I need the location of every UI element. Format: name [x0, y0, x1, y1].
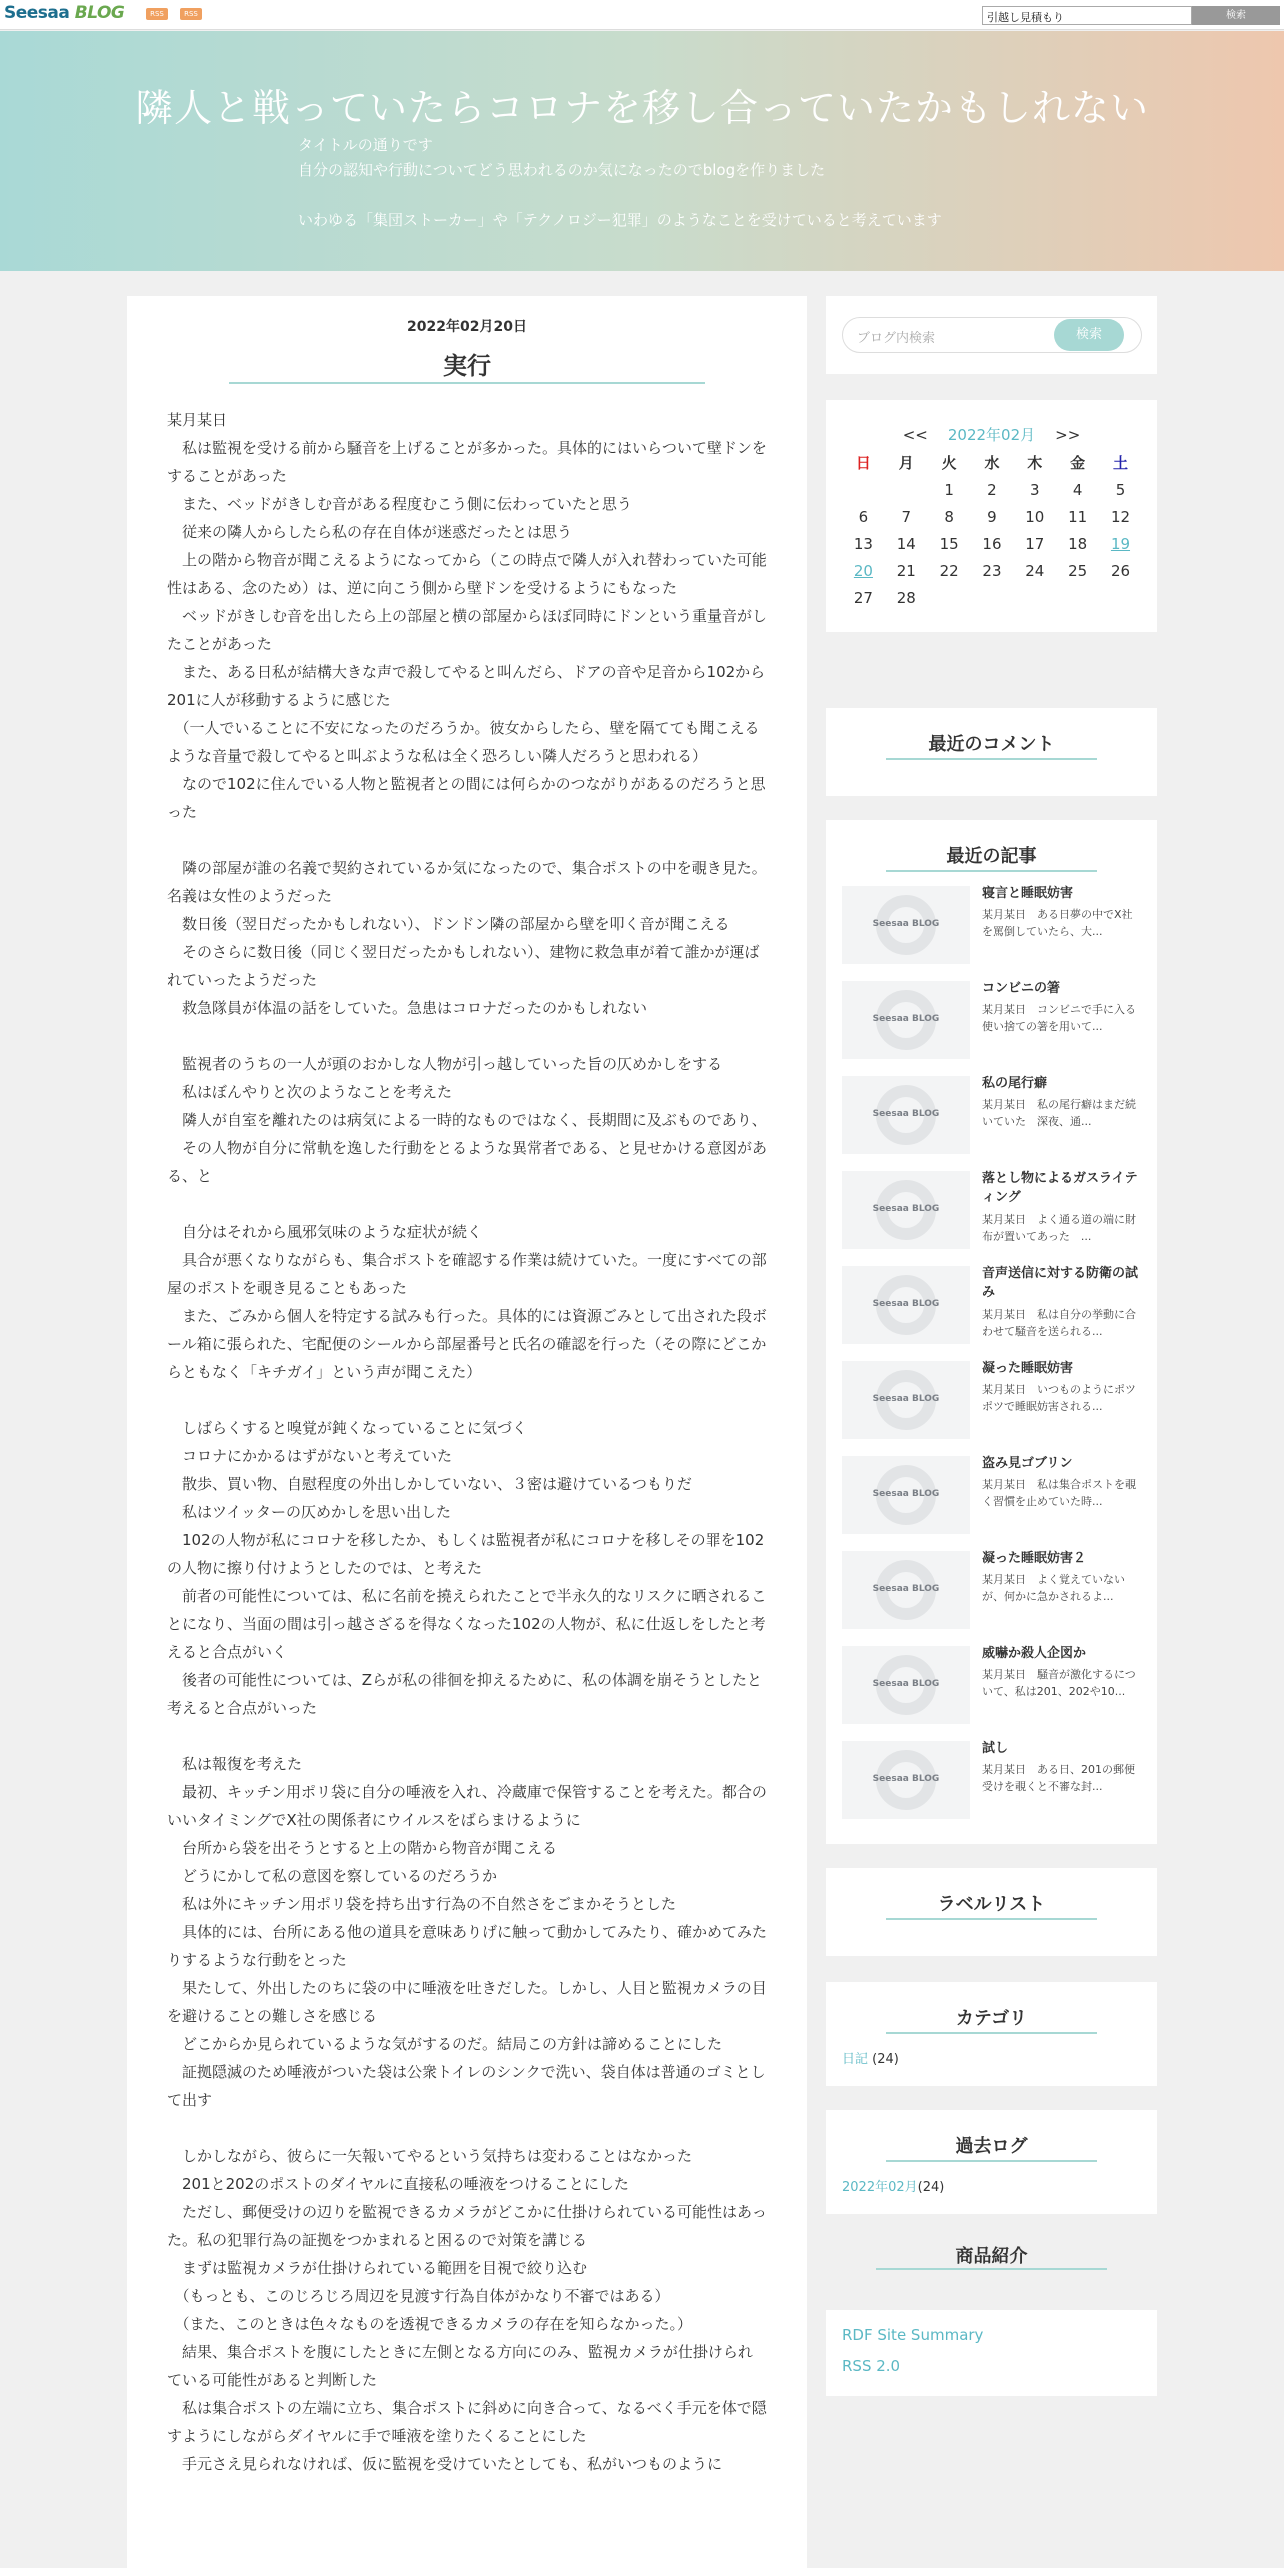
recent-post-item[interactable]: [842, 1264, 1142, 1344]
archive-item: [842, 2176, 944, 2195]
calendar-day: 1: [944, 481, 954, 499]
thumbnail-label: Seesaa BLOG: [872, 1394, 940, 1404]
calendar-weekday: 木: [1027, 454, 1043, 472]
calendar-weekday: 日: [855, 454, 871, 472]
recent-post-title[interactable]: 私の尾行癖: [982, 1076, 1048, 1091]
calendar-day: [1099, 585, 1142, 612]
recent-post-item[interactable]: [842, 1074, 1142, 1154]
calendar-grid: [842, 450, 1142, 612]
calendar-day: 14: [896, 535, 916, 553]
post-paragraph: 具体的には、台所にある他の道具を意味ありげに触って動かしてみたり、確かめてみたりするような行動をとった: [167, 1923, 768, 1969]
recent-posts-title: 最近の記事: [946, 846, 1037, 867]
recent-post-thumbnail[interactable]: [842, 1266, 970, 1344]
calendar-week-row: [842, 531, 1142, 558]
recent-post-thumbnail[interactable]: [842, 981, 970, 1059]
calendar-day: 26: [1110, 562, 1131, 580]
recent-post-thumbnail[interactable]: [842, 1076, 970, 1154]
recent-post-title[interactable]: 落とし物によるガスライティング: [982, 1171, 1138, 1205]
top-search-input[interactable]: 引越し見積もり: [982, 6, 1192, 25]
recent-post-title[interactable]: 盗み見ゴブリン: [982, 1456, 1073, 1471]
post-paragraph: ベッドがきしむ音を出したら上の部屋と横の部屋からほぼ同時にドンという重量音がしたことがあった: [167, 607, 768, 653]
widget-underline: [886, 2160, 1097, 2162]
blog-search-button[interactable]: 検索: [1054, 319, 1124, 351]
post-paragraph: （もっとも、このじろじろ周辺を見渡す行為自体がかなり不審ではある）: [167, 2287, 670, 2305]
calendar-day: 10: [1025, 508, 1045, 526]
recent-comments-title: 最近のコメント: [928, 734, 1055, 755]
calendar-day: [928, 585, 971, 612]
products-title: 商品紹介: [955, 2246, 1028, 2267]
blog-description-line: 自分の認知や行動についてどう思われるのか気になったのでblogを作りました: [298, 161, 826, 179]
post-paragraph: 上の階から物音が聞こえるようになってから（この時点で隣人が入れ替わっていた可能性はある、念のため）は、逆に向こう側から壁ドンを受けるようにもなった: [167, 551, 767, 597]
recent-post-item[interactable]: [842, 1549, 1142, 1629]
calendar-day: [885, 477, 928, 504]
post-paragraph: 102の人物が私にコロナを移したか、もしくは監視者が私にコロナを移しその罪を102の人物に擦り付けようとしたのでは、と考えた: [167, 1531, 765, 1577]
calendar-day: 11: [1068, 508, 1088, 526]
blog-description: [298, 133, 942, 233]
rss-badge[interactable]: RSS: [146, 8, 168, 20]
recent-post-title[interactable]: 試し: [982, 1741, 1009, 1756]
rdf-site-summary-link[interactable]: RDF Site Summary: [842, 2326, 984, 2344]
calendar-day: 23: [982, 562, 1002, 580]
calendar-weekday: 火: [941, 454, 957, 472]
post-paragraph: 私はツイッターの仄めかしを思い出した: [167, 1503, 451, 1521]
article: [127, 296, 807, 2568]
recent-post-title[interactable]: コンビニの箸: [982, 981, 1061, 996]
post-paragraph: その人物が自分に常軌を逸した行動をとるような異常者である、と見せかける意図がある、と: [167, 1139, 768, 1185]
calendar-day: 21: [896, 562, 916, 580]
post-paragraph: 私は報復を考えた: [167, 1755, 303, 1773]
post-paragraph: 証拠隠滅のため唾液がついた袋は公衆トイレのシンクで洗い、袋自体は普通のゴミとして出す: [167, 2063, 766, 2109]
post-paragraph: しばらくすると嗅覚が鈍くなっていることに気づく: [167, 1419, 528, 1437]
recent-post-excerpt: 某月某日 私は自分の挙動に合わせて騒音を送られる...: [982, 1308, 1136, 1338]
widget-underline: [886, 870, 1097, 872]
title-underline: [229, 382, 705, 384]
post-paragraph: まずは監視カメラが仕掛けられている範囲を目視で絞り込む: [167, 2259, 588, 2277]
blog-search-widget: [826, 296, 1157, 374]
post-paragraph: 手元さえ見られなければ、仮に監視を受けていたとしても、私がいつものように: [167, 2455, 723, 2473]
calendar-day: 2: [987, 481, 997, 499]
calendar-widget: [826, 400, 1157, 632]
post-paragraph: 隣人が自室を離れたのは病気による一時的なものではなく、長期間に及ぶものであり、: [167, 1111, 767, 1129]
calendar-day: 27: [853, 589, 873, 607]
calendar-day: 7: [901, 508, 912, 526]
logo-seesaa-text: Seesaa: [4, 3, 70, 23]
post-paragraph: 散歩、買い物、自慰程度の外出しかしていない、３密は避けているつもりだ: [167, 1475, 692, 1493]
blog-title[interactable]: 隣人と戦っていたらコロナを移し合っていたかもしれない: [134, 86, 1149, 130]
post-paragraph: 自分はそれから風邪気味のような症状が続く: [167, 1223, 483, 1241]
post-paragraph: （また、このときは色々なものを透視できるカメラの存在を知らなかった。）: [167, 2315, 693, 2333]
post-paragraph: 救急隊員が体温の話をしていた。急患はコロナだったのかもしれない: [167, 999, 648, 1017]
post-paragraph: どこからか見られているような気がするのだ。結局この方針は諦めることにした: [167, 2035, 723, 2053]
calendar-day: 15: [939, 535, 959, 553]
post-paragraph: （一人でいることに不安になったのだろうか。彼女からしたら、壁を隔てても聞こえるような音量で殺してやると叫ぶような私は全く恐ろしい隣人だろうと思われる）: [167, 719, 760, 765]
calendar-weekday: 土: [1112, 454, 1128, 472]
recent-post-excerpt: 某月某日 コンビニで手に入る使い捨ての箸を用いて...: [982, 1003, 1136, 1033]
calendar-day: 24: [1025, 562, 1045, 580]
post-paragraph: 201と202のポストのダイヤルに直接私の唾液をつけることにした: [167, 2175, 629, 2193]
recent-comments-widget: [826, 708, 1157, 796]
calendar-day: 8: [944, 508, 954, 526]
blog-header: [0, 31, 1284, 271]
post-paragraph: [167, 1386, 767, 1414]
calendar-day: 4: [1072, 481, 1083, 499]
post-paragraph: 具合が悪くなりながらも、集合ポストを確認する作業は続けていた。一度にすべての部屋のポストを覗き見ることもあった: [167, 1251, 767, 1297]
calendar-day: 9: [987, 508, 997, 526]
recent-posts-widget: [826, 820, 1157, 1844]
calendar-week-row: [842, 558, 1142, 585]
widget-underline: [886, 1918, 1097, 1920]
archive-link[interactable]: 2022年02月: [842, 2180, 918, 2195]
thumbnail-label: Seesaa BLOG: [872, 1014, 940, 1024]
thumbnail-label: Seesaa BLOG: [872, 1489, 940, 1499]
rss-2-link[interactable]: RSS 2.0: [842, 2357, 901, 2375]
post-paragraph: [167, 1022, 767, 1050]
calendar-day: 16: [982, 535, 1002, 553]
calendar-weekday: 金: [1070, 454, 1086, 472]
archive-title: 過去ログ: [955, 2136, 1028, 2157]
recent-post-excerpt: 某月某日 ある日夢の中でX社を罵倒していたら、大...: [982, 908, 1133, 938]
archive-count: (24): [917, 2180, 945, 2195]
recent-post-excerpt: 某月某日 騒音が激化するについて、私は201、202や10...: [982, 1668, 1136, 1698]
category-item: [842, 2048, 899, 2067]
calendar-week-row: [842, 504, 1142, 531]
post-paragraph: [167, 1722, 767, 1750]
post-paragraph: 私は外にキッチン用ポリ袋を持ち出す行為の不自然さをごまかそうとした: [167, 1895, 676, 1913]
post-paragraph: [167, 826, 767, 854]
post-paragraph: しかしながら、彼らに一矢報いてやるという気持ちは変わることはなかった: [167, 2147, 693, 2165]
recent-post-thumbnail[interactable]: [842, 1646, 970, 1724]
recent-post-item[interactable]: [842, 1454, 1142, 1534]
calendar-nav: [826, 424, 1157, 445]
post-paragraph: 私はぼんやりと次のようなことを考えた: [167, 1083, 453, 1101]
recent-post-thumbnail[interactable]: [842, 1456, 970, 1534]
recent-post-thumbnail[interactable]: [842, 1171, 970, 1249]
thumbnail-label: Seesaa BLOG: [872, 1204, 940, 1214]
category-title: カテゴリ: [955, 2008, 1028, 2029]
post-body: [167, 406, 767, 2478]
calendar-day: 17: [1025, 535, 1045, 553]
calendar-day: 3: [1030, 481, 1040, 499]
post-paragraph: [167, 1190, 767, 1218]
post-paragraph: 台所から袋を出そうとすると上の階から物音が聞こえる: [167, 1839, 558, 1857]
category-link[interactable]: 日記: [842, 2052, 869, 2067]
calendar-day: 12: [1110, 508, 1131, 526]
calendar-next-link[interactable]: >>: [1055, 426, 1081, 444]
calendar-day: [1013, 585, 1056, 612]
post-paragraph: また、ある日私が結構大きな声で殺してやると叫んだら、ドアの音や足音から102から201に人が移動するように感じた: [167, 663, 766, 709]
calendar-day: 28: [896, 589, 916, 607]
recent-post-excerpt: 某月某日 よく通る道の端に財布が置いてあった ...: [982, 1213, 1136, 1243]
thumbnail-label: Seesaa BLOG: [872, 919, 940, 929]
recent-post-item[interactable]: [842, 884, 1142, 964]
recent-post-thumbnail[interactable]: [842, 1741, 970, 1819]
recent-post-item[interactable]: [842, 1739, 1142, 1819]
post-paragraph: 私は監視を受ける前から騒音を上げることが多かった。具体的にはいらついて壁ドンをすることがあった: [167, 439, 767, 485]
calendar-day: 5: [1115, 481, 1126, 499]
calendar-weekday: 月: [898, 454, 914, 472]
widget-underline: [876, 2268, 1107, 2270]
post-paragraph: コロナにかかるはずがないと考えていた: [167, 1447, 453, 1465]
post-paragraph: 某月某日: [167, 411, 228, 429]
post-paragraph: また、ごみから個人を特定する試みも行った。具体的には資源ごみとして出された段ボール箱に張られた、宅配便のシールから部屋番号と氏名の確認を行った（その際にどこからともなく「キチガイ」という声が聞こえた）: [167, 1307, 768, 1381]
calendar-prev-link[interactable]: <<: [902, 426, 928, 444]
thumbnail-label: Seesaa BLOG: [872, 1299, 940, 1309]
post-paragraph: 隣の部屋が誰の名義で契約されているか気になったので、集合ポストの中を覗き見た。名義は女性のようだった: [167, 859, 767, 905]
recent-post-title[interactable]: 凝った睡眠妨害: [982, 1361, 1074, 1376]
calendar-day: [1056, 585, 1099, 612]
recent-post-title[interactable]: 凝った睡眠妨害２: [982, 1551, 1087, 1566]
calendar-weekday: 水: [984, 454, 1000, 472]
recent-post-item[interactable]: [842, 1169, 1142, 1249]
blog-description-line: いわゆる「集団ストーカー」や「テクノロジー犯罪」のようなことを受けていると考えています: [298, 211, 942, 229]
thumbnail-label: Seesaa BLOG: [872, 1584, 940, 1594]
calendar-day-link[interactable]: 19: [1110, 535, 1131, 553]
recent-post-thumbnail[interactable]: [842, 886, 970, 964]
recent-post-item[interactable]: [842, 1644, 1142, 1724]
recent-post-excerpt: 某月某日 ある日、201の郵便受けを覗くと不審な封...: [982, 1763, 1135, 1793]
post-paragraph: なので102に住んでいる人物と監視者との間には何らかのつながりがあるのだろうと思った: [167, 775, 766, 821]
category-widget: [826, 1982, 1157, 2086]
recent-post-item[interactable]: [842, 1359, 1142, 1439]
seesaa-blog-logo[interactable]: [4, 3, 124, 23]
recent-post-title[interactable]: 音声送信に対する防衛の試み: [982, 1266, 1139, 1300]
recent-post-item[interactable]: [842, 979, 1142, 1059]
recent-post-thumbnail[interactable]: [842, 1361, 970, 1439]
post-paragraph: 最初、キッチン用ポリ袋に自分の唾液を入れ、冷蔵庫で保管することを考えた。都合のいいタイミングでX社の関係者にウイルスをばらまけるように: [167, 1783, 767, 1829]
post-paragraph: 前者の可能性については、私に名前を撓えられたことで半永久的なリスクに晒されることになり、当面の間は引っ越さざるを得なくなった102の人物が、私に仕返しをしたと考えると合点がいく: [167, 1587, 767, 1661]
feed-links-widget: [826, 2310, 1157, 2396]
post-paragraph: 私は集合ポストの左端に立ち、集合ポストに斜めに向き合って、なるべく手元を体で隠すようにしながらダイヤルに手で唾液を塗りたくることにした: [167, 2399, 767, 2445]
calendar-day: [971, 585, 1014, 612]
post-paragraph: 結果、集合ポストを腹にしたときに左側となる方向にのみ、監視カメラが仕掛けられている可能性があると判断した: [167, 2343, 753, 2389]
blog-search-placeholder: ブログ内検索: [857, 331, 936, 346]
top-search-button[interactable]: 検索: [1192, 6, 1280, 25]
calendar-day-link[interactable]: 20: [853, 562, 873, 580]
category-count: (24): [868, 2052, 899, 2067]
calendar-week-row: [842, 477, 1142, 504]
label-list-widget: [826, 1868, 1157, 1956]
blog-description-line: タイトルの通りです: [298, 136, 433, 154]
recent-post-thumbnail[interactable]: [842, 1551, 970, 1629]
calendar-week-row: [842, 585, 1142, 612]
calendar-day: 13: [853, 535, 873, 553]
thumbnail-label: Seesaa BLOG: [872, 1679, 940, 1689]
calendar-day: 22: [939, 562, 959, 580]
recent-post-title[interactable]: 寝言と睡眠妨害: [982, 886, 1074, 901]
recent-post-title[interactable]: 威嚇か殺人企図か: [982, 1646, 1087, 1661]
calendar-day: 6: [858, 508, 869, 526]
calendar-month-link[interactable]: 2022年02月: [947, 426, 1036, 444]
top-navbar: [0, 0, 1284, 30]
thumbnail-label: Seesaa BLOG: [872, 1774, 940, 1784]
rss-badge-2[interactable]: RSS: [180, 8, 202, 20]
post-paragraph: 数日後（翌日だったかもしれない）、ドンドン隣の部屋から壁を叩く音が聞こえる: [167, 915, 730, 933]
post-paragraph: また、ベッドがきしむ音がある程度むこう側に伝わっていたと思う: [167, 495, 632, 513]
post-paragraph: そのさらに数日後（同じく翌日だったかもしれない）、建物に救急車が着て誰かが運ばれていったようだった: [167, 943, 760, 989]
logo-blog-text: BLOG: [74, 3, 125, 23]
archive-widget: [826, 2110, 1157, 2214]
post-paragraph: 監視者のうちの一人が頭のおかしな人物が引っ越していった旨の仄めかしをする: [167, 1055, 723, 1073]
calendar-day: 25: [1068, 562, 1088, 580]
recent-post-excerpt: 某月某日 よく覚えていないが、何かに急かされるよ...: [982, 1573, 1125, 1603]
recent-post-excerpt: 某月某日 いつものようにポツポツで睡眠妨害される...: [982, 1383, 1136, 1413]
widget-underline: [886, 758, 1097, 760]
recent-post-excerpt: 某月某日 私の尾行癖はまだ続いていた 深夜、通...: [982, 1098, 1136, 1128]
post-paragraph: 果たして、外出したのちに袋の中に唾液を吐きだした。しかし、人目と監視カメラの目を避けることの難しさを感じる: [167, 1979, 767, 2025]
recent-post-excerpt: 某月某日 私は集合ポストを覗く習慣を止めていた時...: [982, 1478, 1136, 1508]
post-paragraph: 後者の可能性については、Zらが私の徘徊を抑えるために、私の体調を崩そうとしたと考えると合点がいった: [167, 1671, 762, 1717]
thumbnail-label: Seesaa BLOG: [872, 1109, 940, 1119]
widget-underline: [886, 2032, 1097, 2034]
calendar-day: [842, 477, 885, 504]
post-date: 2022年02月20日: [407, 319, 527, 335]
post-paragraph: 従来の隣人からしたら私の存在自体が迷惑だったとは思う: [167, 523, 573, 541]
calendar-weekday-row: [842, 450, 1142, 477]
post-paragraph: ただし、郵便受けの辺りを監視できるカメラがどこかに仕掛けられている可能性はあった。私の犯罪行為の証拠をつかまれると困るので対策を講じる: [167, 2203, 767, 2249]
post-paragraph: どうにかして私の意図を察しているのだろうか: [167, 1867, 498, 1885]
post-paragraph: [167, 2114, 767, 2142]
blog-description-line: [298, 183, 942, 208]
label-list-title: ラベルリスト: [937, 1894, 1046, 1915]
calendar-day: 18: [1068, 535, 1088, 553]
post-title[interactable]: 実行: [443, 352, 491, 380]
